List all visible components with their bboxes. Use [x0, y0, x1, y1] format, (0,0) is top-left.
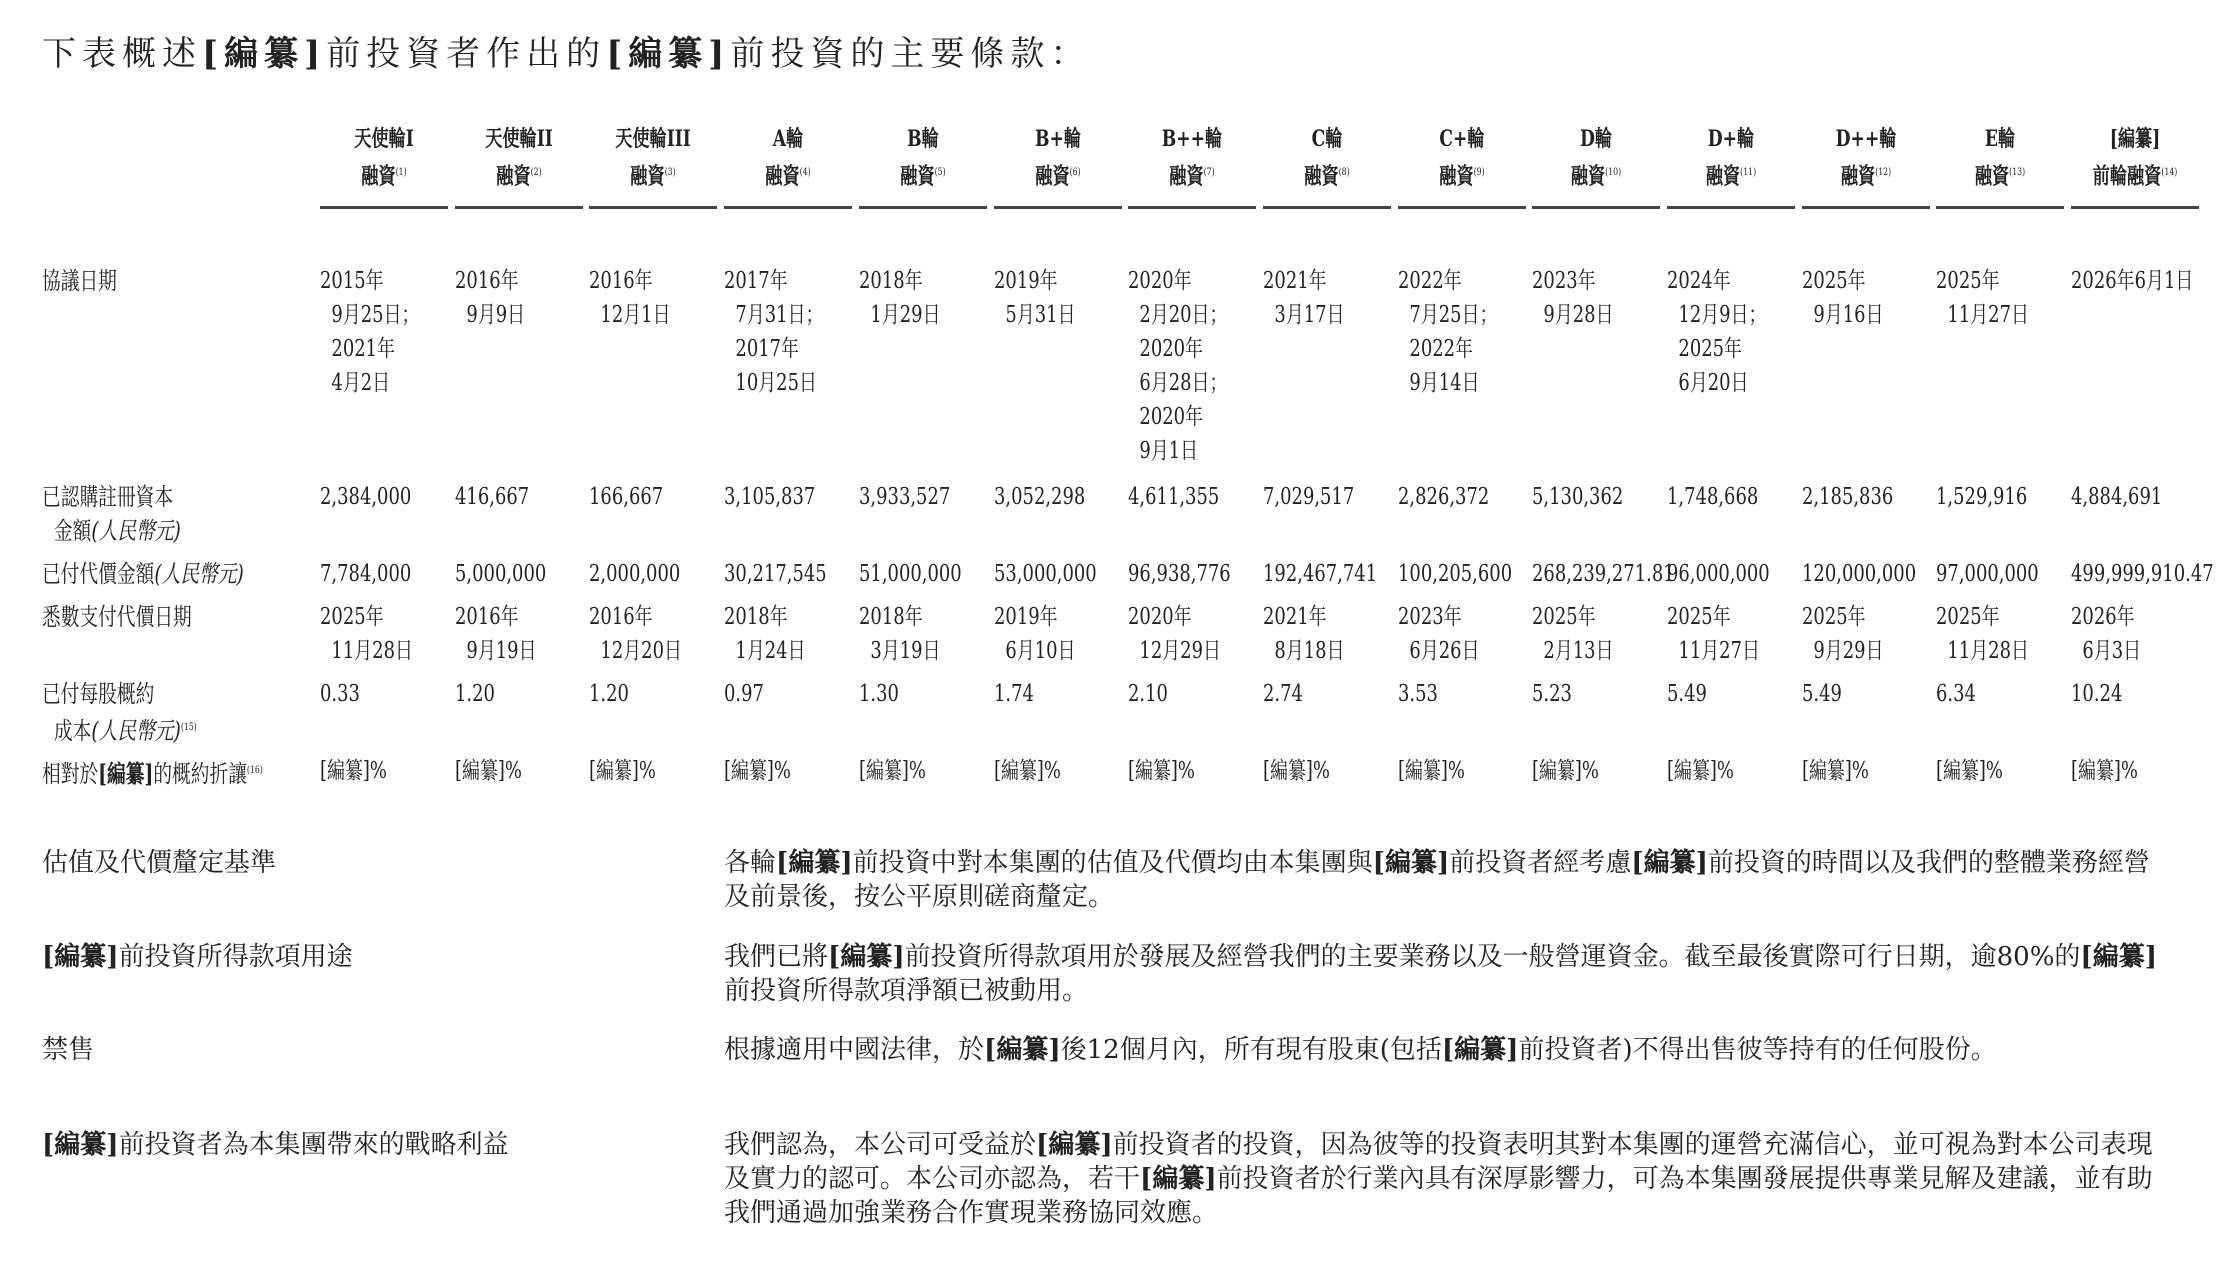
column-header-rule: [2071, 206, 2199, 209]
strategic-text: 我們認為，本公司可受益於[編纂]前投資者的投資，因為彼等的投資表明其對本集團的運營充滿信心，並可視為對本公司表現及實力的認可。本公司亦認為，若干[編纂]前投資者於行業內具有深厚影響力，可為本集團發展提供專業見解及建議，並有助我們通過加強業務合作實現業務協同效應。: [724, 1130, 2153, 1228]
column-header-rule: [1667, 206, 1795, 209]
table-cell-agreement: 2022年 7月25日； 2022年 9月14日: [1397, 268, 1498, 396]
table-cell-consideration: 96,000,000: [1667, 561, 1770, 587]
table-cell-agreement: 2021年 3月17日: [1262, 268, 1345, 328]
table-cell-discount: [編纂]%: [454, 758, 522, 784]
table-cell-consideration: 499,999,910.47: [2071, 561, 2214, 587]
table-cell-capital: 4,884,691: [2071, 484, 2163, 510]
table-cell-discount: [編纂]%: [320, 758, 387, 784]
table-cell-consideration: 2,000,000: [589, 561, 681, 587]
column-header-rule: [455, 206, 583, 209]
table-cell-capital: 3,933,527: [858, 484, 951, 510]
table-cell-cost: 2.74: [1262, 681, 1303, 707]
table-cell-capital: 2,826,372: [1397, 484, 1489, 510]
row-label-discount: 相對於[編纂]的概約折讓$^{(16)}$: [42, 759, 263, 788]
column-header: 天使輪II 融資$^{(2)}$: [484, 126, 553, 190]
table-cell-cost: 3.53: [1397, 681, 1438, 707]
table-cell-cost: 6.34: [1936, 681, 1977, 707]
column-header-rule: [1128, 206, 1256, 209]
table-cell-capital: 166,667: [589, 484, 664, 510]
row-label-settlement-date: 悉數支付代價日期: [42, 603, 192, 631]
table-cell-cost: 5.23: [1532, 681, 1573, 707]
column-header-rule: [724, 206, 852, 209]
table-cell-agreement: 2016年 9月9日: [454, 268, 525, 328]
table-cell-consideration: 97,000,000: [1936, 561, 2040, 587]
intro-text-1: 下表概述: [42, 34, 202, 74]
table-cell-cost: 5.49: [1801, 681, 1842, 707]
table-cell-settlement: 2026年 6月3日: [2071, 604, 2142, 664]
table-cell-settlement: 2020年 12月29日: [1128, 604, 1222, 664]
table-cell-capital: 5,130,362: [1532, 484, 1624, 510]
table-cell-settlement: 2021年 8月18日: [1262, 604, 1345, 664]
table-cell-agreement: 2017年 7月31日； 2017年 10月25日: [724, 268, 824, 396]
column-header-rule: [1398, 206, 1526, 209]
table-cell-cost: 2.10: [1128, 681, 1169, 707]
table-cell-agreement: 2024年 12月9日； 2025年 6月20日: [1667, 268, 1767, 396]
table-cell-settlement: 2018年 3月19日: [858, 604, 941, 664]
table-cell-cost: 5.49: [1667, 681, 1707, 707]
table-cell-capital: 1,529,916: [1936, 484, 2028, 510]
table-cell-discount: [編纂]%: [1667, 758, 1734, 784]
column-header-rule: [859, 206, 987, 209]
table-cell-consideration: 96,938,776: [1128, 561, 1231, 587]
table-cell-consideration: 7,784,000: [320, 561, 412, 587]
column-header-rule: [1936, 206, 2064, 209]
table-cell-discount: [編纂]%: [1128, 758, 1196, 784]
column-header-rule: [1802, 206, 1930, 209]
column-header-rule: [320, 206, 448, 209]
column-header: B輪 融資$^{(5)}$: [900, 126, 946, 190]
table-cell-agreement: 2019年 5月31日: [993, 268, 1076, 328]
table-cell-discount: [編纂]%: [1532, 758, 1600, 784]
table-cell-cost: 1.30: [858, 681, 899, 707]
table-cell-capital: 3,105,837: [724, 484, 816, 510]
row-label-agreement-date: 協議日期: [42, 267, 117, 295]
column-header: A輪 融資$^{(4)}$: [765, 126, 811, 190]
intro-text-3: 前投資的主要條款：: [730, 34, 1091, 74]
table-cell-capital: 7,029,517: [1262, 484, 1355, 510]
table-cell-agreement: 2020年 2月20日； 2020年 6月28日； 2020年 9月1日: [1128, 268, 1228, 464]
table-cell-capital: 2,384,000: [320, 484, 412, 510]
table-cell-settlement: 2025年 9月29日: [1801, 604, 1884, 664]
table-cell-cost: 1.20: [454, 681, 495, 707]
row-label-registered-capital: 已認購註冊資本 金額(人民幣元): [42, 483, 181, 545]
table-cell-capital: 3,052,298: [993, 484, 1085, 510]
table-cell-settlement: 2025年 2月13日: [1532, 604, 1614, 664]
proceeds-text: 我們已將[編纂]前投資所得款項用於發展及經營我們的主要業務以及一般營運資金。截至最後實際可行日期，逾80%的[編纂]前投資所得款項淨額已被動用。: [724, 942, 2158, 1006]
table-cell-discount: [編纂]%: [993, 758, 1061, 784]
strategic-label: [編纂]前投資者為本集團帶來的戰略利益: [42, 1130, 509, 1160]
table-cell-settlement: 2016年 9月19日: [454, 604, 537, 664]
table-cell-discount: [編纂]%: [1801, 758, 1869, 784]
table-cell-agreement: 2016年 12月1日: [589, 268, 671, 328]
row-label-cost-per-share: 已付每股概約 成本(人民幣元)$^{(15)}$: [42, 680, 197, 745]
column-header: 天使輪III 融資$^{(3)}$: [615, 126, 692, 190]
row-label-consideration: 已付代價金額(人民幣元): [42, 560, 244, 588]
column-header: D輪 融資$^{(10)}$: [1571, 126, 1622, 190]
column-header-rule: [589, 206, 717, 209]
table-cell-consideration: 100,205,600: [1397, 561, 1512, 587]
proceeds-label: [編纂]前投資所得款項用途: [42, 942, 353, 972]
table-cell-consideration: 268,239,271.81: [1532, 561, 1675, 587]
column-header: 天使輪I 融資$^{(1)}$: [354, 126, 414, 190]
table-cell-capital: 1,748,668: [1667, 484, 1759, 510]
table-cell-discount: [編纂]%: [858, 758, 926, 784]
table-cell-cost: 0.33: [320, 681, 360, 707]
table-cell-discount: [編纂]%: [1936, 758, 2004, 784]
table-cell-consideration: 30,217,545: [724, 561, 827, 587]
table-cell-consideration: 5,000,000: [454, 561, 546, 587]
table-cell-settlement: 2025年 11月27日: [1667, 604, 1760, 664]
column-header: C輪 融資$^{(8)}$: [1304, 126, 1350, 190]
table-cell-capital: 416,667: [454, 484, 529, 510]
table-cell-agreement: 2018年 1月29日: [858, 268, 941, 328]
table-cell-consideration: 192,467,741: [1262, 561, 1378, 587]
column-header-rule: [994, 206, 1122, 209]
table-cell-agreement: 2023年 9月28日: [1532, 268, 1614, 328]
table-cell-consideration: 51,000,000: [858, 561, 962, 587]
table-cell-cost: 1.74: [993, 681, 1034, 707]
column-header: B++輪 融資$^{(7)}$: [1161, 126, 1223, 190]
lockup-text: 根據適用中國法律，於[編纂]後12個月內，所有現有股東(包括[編纂]前投資者)不得出售彼等持有的任何股份。: [724, 1035, 1997, 1065]
table-cell-settlement: 2016年 12月20日: [589, 604, 683, 664]
table-cell-cost: 0.97: [724, 681, 765, 707]
table-cell-discount: [編纂]%: [1262, 758, 1330, 784]
column-header: E輪 融資$^{(13)}$: [1975, 126, 2026, 190]
table-cell-settlement: 2025年 11月28日: [1936, 604, 2030, 664]
valuation-label: 估值及代價釐定基準: [42, 848, 277, 878]
table-cell-agreement: 2025年 9月16日: [1801, 268, 1884, 328]
table-cell-discount: [編纂]%: [724, 758, 792, 784]
intro-redacted-1: [編纂]: [202, 34, 327, 74]
table-cell-cost: 1.20: [589, 681, 630, 707]
intro-redacted-2: [編纂]: [606, 34, 731, 74]
table-cell-capital: 4,611,355: [1128, 484, 1220, 510]
table-cell-settlement: 2019年 6月10日: [993, 604, 1076, 664]
column-header-rule: [1532, 206, 1660, 209]
table-cell-agreement: 2015年 9月25日； 2021年 4月2日: [320, 268, 420, 396]
table-cell-capital: 2,185,836: [1801, 484, 1893, 510]
table-cell-consideration: 120,000,000: [1801, 561, 1916, 587]
column-header: C+輪 融資$^{(9)}$: [1438, 126, 1485, 190]
table-cell-consideration: 53,000,000: [993, 561, 1097, 587]
column-header: B+輪 融資$^{(6)}$: [1034, 126, 1081, 190]
column-header: D+輪 融資$^{(11)}$: [1705, 126, 1757, 190]
table-cell-agreement: 2025年 11月27日: [1936, 268, 2030, 328]
table-cell-settlement: 2018年 1月24日: [724, 604, 806, 664]
column-header: D++輪 融資$^{(12)}$: [1835, 126, 1897, 190]
table-cell-settlement: 2023年 6月26日: [1397, 604, 1480, 664]
valuation-text: 各輪[編纂]前投資中對本集團的估值及代價均由本集團與[編纂]前投資者經考慮[編纂]前投資的時間以及我們的整體業務經營及前景後，按公平原則磋商釐定。: [724, 848, 2150, 912]
table-cell-discount: [編纂]%: [1397, 758, 1465, 784]
table-cell-discount: [編纂]%: [2071, 758, 2139, 784]
intro-sentence: [42, 26, 1090, 75]
lockup-label: 禁售: [42, 1035, 95, 1065]
column-header-rule: [1263, 206, 1391, 209]
table-cell-cost: 10.24: [2071, 681, 2123, 707]
table-cell-discount: [編纂]%: [589, 758, 657, 784]
table-cell-agreement: 2026年6月1日: [2071, 268, 2194, 294]
table-cell-settlement: 2025年 11月28日: [320, 604, 413, 664]
column-header: [編纂] 前輪融資$^{(14)}$: [2092, 126, 2178, 190]
intro-text-2: 前投資者作出的: [326, 34, 607, 74]
